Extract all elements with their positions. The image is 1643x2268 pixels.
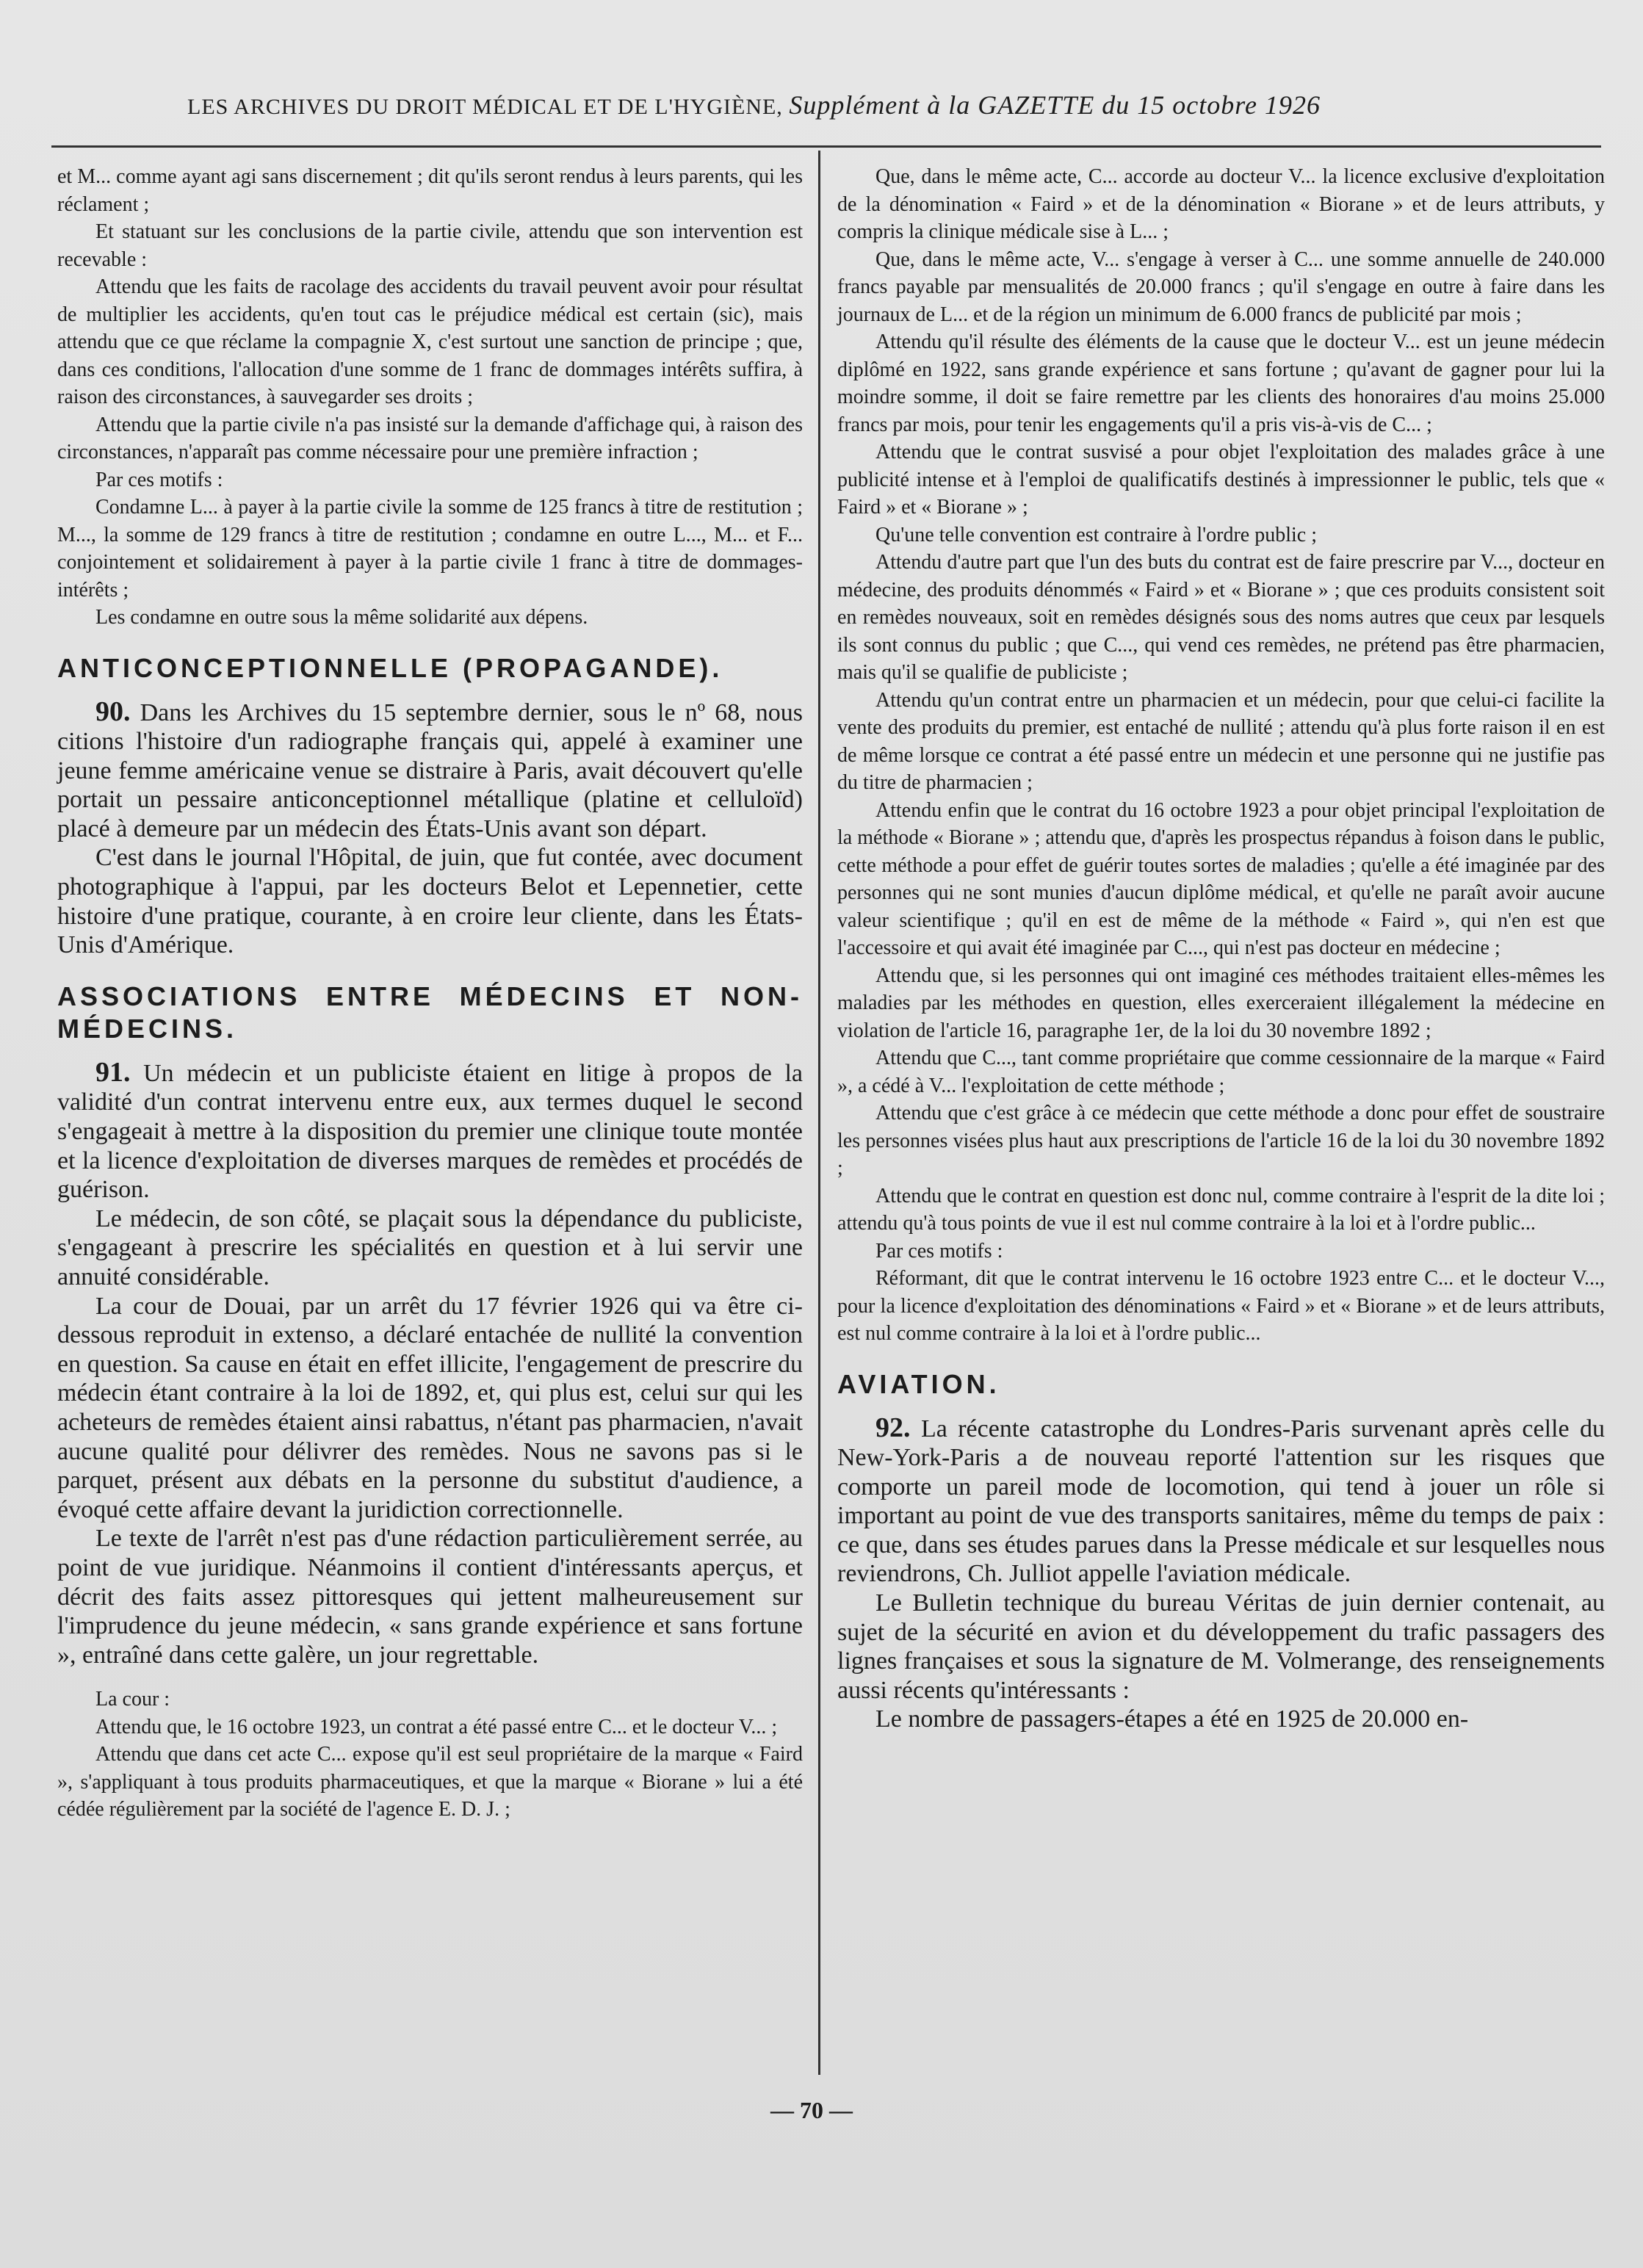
section-92-paragraph: Le Bulletin technique du bureau Véritas de juin dernier contenait, au sujet de la sécurité en avion et du développement du trafic passagers des lignes françaises et sous la signature de M. Volmerange, des renseignements aussi récents qu'intéressants : [837,1589,1605,1704]
court-paragraph: Attendu que, si les personnes qui ont imaginé ces méthodes traitaient elles-mêmes les maladies par les méthodes en question, elles exerceraient illégalement la médecine en violation de l'article 16, paragraphe 1er, de la loi du 30 novembre 1892 ; [837,964,1605,1042]
column-rule [818,151,820,2075]
court-paragraph: Attendu enfin que le contrat du 16 octobre 1923 a pour objet principal l'exploitation de la méthode « Biorane » ; attendu que, d'après les prospectus répandus à foison dans le public, cette méthode a pour effet de guérir toutes sortes de maladies ; qu'elle a été imaginée par des personnes qui ne sont munies d'aucun diplôme médical, et qu'elle ne paraît avoir aucune valeur scientifique ; qu'il en est de même de la méthode « Faird », qui n'en est que l'accessoire et qui avait été imaginée par C..., qui n'est pas docteur en médecine ; [837,798,1605,959]
court-paragraph: Attendu qu'il résulte des éléments de la cause que le docteur V... est un jeune médecin diplômé en 1922, sans grande expérience et sans fortune ; qu'avant de gagner pour lui la moindre somme, il doit se faire remettre par les clients des honoraires d'au moins 25.000 francs par mois, pour tenir les engagements qu'il a pris vis-à-vis de C... ; [837,331,1605,436]
article-number-90: 90. [95,696,131,727]
court-paragraph: Attendu que le contrat en question est donc nul, comme contraire à l'esprit de la dite loi ; attendu qu'à tous points de vue il est nul comme contraire à la loi et à l'ordre public... [837,1184,1605,1235]
section-91-text: Un médecin et un publiciste étaient en litige à propos de la validité d'un contrat intervenu entre eux, aux termes duquel le second s'engageait à mettre à la disposition du premier une clinique toute montée et la licence d'exploitation de diverses marques de remèdes et procédés de guérison. [57,1059,804,1204]
supplement-line: Supplément à la GAZETTE du 15 octobre 1926 [789,90,1321,120]
article-number-91: 91. [95,1056,131,1088]
intro-paragraph: et M... comme ayant agi sans discernement ; dit qu'ils seront rendus à leurs parents, qui les réclament ; [57,165,803,216]
intro-paragraph: Les condamne en outre sous la même solidarité aux dépens. [95,606,588,629]
section-91-body [57,1058,803,1669]
section-91-paragraph: Le texte de l'arrêt n'est pas d'une rédaction particulièrement serrée, au point de vue juridique. Néanmoins il contient d'intéressants aperçus, et décrit des faits assez pittoresques qui jettent malheureusement sur l'imprudence du jeune médecin, « sans grande expérience et sans fortune », entraîné dans cette galère, un jour regrettable. [57,1525,803,1669]
section-91-paragraph: Le médecin, de son côté, se plaçait sous la dépendance du publiciste, s'engageant à prescrire les spécialités en question et à lui servir une annuité considérable. [57,1205,803,1290]
intro-paragraph: Attendu que la partie civile n'a pas insisté sur la demande d'affichage qui, à raison des circonstances, n'apparaît pas comme nécessaire pour une première infraction ; [57,413,803,463]
section-title-92: AVIATION. [837,1368,1000,1399]
court-paragraph: Que, dans le même acte, C... accorde au docteur V... la licence exclusive d'exploitation de la dénomination « Faird » et de la dénomination « Biorane » et de leurs attributs, y compris la clinique médicale sise à L... ; [837,165,1605,243]
court-paragraph: Attendu que le contrat susvisé a pour objet l'exploitation des malades grâce à une publicité intense et à l'emploi de qualificatifs destinés à impressionner le public, tels que « Faird » et « Biorane » ; [837,441,1605,519]
intro-paragraph: Par ces motifs : [95,468,223,491]
court-paragraph: Qu'une telle convention est contraire à l'ordre public ; [875,523,1317,546]
court-paragraph: Que, dans le même acte, V... s'engage à verser à C... une somme annuelle de 240.000 francs payable par mensualités de 20.000 francs ; qu'il s'engage en outre à faire dans les journaux de L... et de la région un minimum de 6.000 francs de publicité par mois ; [837,248,1605,326]
court-paragraph: Attendu que C..., tant comme propriétaire que comme cessionnaire de la marque « Faird », a cédé à V... l'exploitation de cette méthode ; [837,1047,1605,1097]
section-90-body [57,698,803,960]
article-number-92: 92. [875,1412,911,1443]
page-number: — 70 — [770,2097,853,2123]
section-92-paragraph: Le nombre de passagers-étapes a été en 1925 de 20.000 en- [875,1705,1469,1733]
court-paragraph: Réformant, dit que le contrat intervenu le 16 octobre 1923 entre C... et le docteur V..., pour la licence d'exploitation des dénominations « Faird » et « Biorane » et de leurs attributs, est nul comme contraire à la loi et à l'ordre public... [837,1267,1605,1345]
intro-paragraph: Et statuant sur les conclusions de la partie civile, attendu que son intervention est recevable : [57,220,803,271]
section-92-text: La récente catastrophe du Londres-Paris survenant après celle du New-York-Paris a de nouveau reporté l'attention sur les risques que comporte un pareil mode de locomotion, qui tend à jouer un rôle si important au point de vue des transports sanitaires, même du temps de paix : ce que, dans ses études parues dans la Presse médicale et sur lesquelles nous reviendrons, Ch. Julliot appelle l'aviation médicale. [837,1415,1606,1588]
running-head-title: LES ARCHIVES DU DROIT MÉDICAL ET DE L'HYGIÈNE, [187,95,783,119]
section-90-paragraph: C'est dans le journal l'Hôpital, de juin, que fut contée, avec document photographique à l'appui, par les docteurs Belot et Lepennetier, cette histoire d'une pratique, courante, à en croire leur cliente, dans les États-Unis d'Amérique. [57,844,803,959]
running-head [187,90,1495,120]
court-paragraph: Attendu que dans cet acte C... expose qu'il est seul propriétaire de la marque « Faird », s'appliquant à tous produits pharmaceutiques, et que la marque « Biorane » lui a été cédée régulièrement par la société de l'agence E. D. J. ; [57,1743,803,1821]
court-paragraph: La cour : [95,1688,170,1711]
court-paragraph: Attendu que, le 16 octobre 1923, un contrat a été passé entre C... et le docteur V... ; [95,1715,778,1738]
section-title-90: ANTICONCEPTIONNELLE (PROPAGANDE). [57,652,723,683]
left-column [57,163,803,1824]
intro-paragraph: Attendu que les faits de racolage des accidents du travail peuvent avoir pour résultat de multiplier les accidents, qu'en tout cas le préjudice médical est certain (sic), mais attendu que ce que réclame la compagnie X, c'est surtout une sanction de principe ; que, dans ces conditions, l'allocation d'une somme de 1 franc de dommages intérêts suffira, à raison des circonstances, à sauvegarder ses droits ; [57,275,803,408]
court-paragraph: Par ces motifs : [875,1239,1003,1263]
court-paragraph: Attendu d'autre part que l'un des buts du contrat est de faire prescrire par V..., docteur en médecine, des produits dénommés « Faird » et « Biorane » ; que ces produits consistent soit en remèdes nouveaux, soit en remèdes désignés sous des noms autres que ceux par lesquels ils sont connus du public ; que C..., qui vend ces remèdes, ne prétend pas être pharmacien, mais qu'il se qualifie de publiciste ; [837,551,1605,684]
section-90-text: Dans les Archives du 15 septembre dernier, sous le nº 68, nous citions l'histoire d'un radiographe français qui, appelé à examiner une jeune femme américaine venue se distraire à Paris, avait découvert qu'elle portait un pessaire anticonceptionnel métallique (platine et celluloïd) placé à demeure par un médecin des États-Unis avant son départ. [57,698,803,842]
court-paragraph: Attendu que c'est grâce à ce médecin que cette méthode a donc pour effet de soustraire les personnes visées plus haut aux prescriptions de l'article 16 de la loi du 30 novembre 1892 ; [837,1102,1605,1180]
section-title-91: ASSOCIATIONS ENTRE MÉDECINS ET NON-MÉDECINS. [57,980,803,1044]
court-paragraph: Attendu qu'un contrat entre un pharmacien et un médecin, pour que celui-ci facilite la vente des produits du premier, est entaché de nullité ; attendu qu'à plus forte raison il en est de même lorsque ce contrat a été passé entre un médecin et une personne qui ne justifie pas du titre de pharmacien ; [837,688,1605,794]
section-90-paragraph [57,698,803,844]
right-column [837,163,1605,1734]
intro-paragraph: Condamne L... à payer à la partie civile la somme de 125 francs à titre de restitution ; M..., la somme de 129 francs à titre de restitution ; condamne en outre L..., M... et F... conjointement et solidairement à payer à la partie civile 1 franc à titre de dommages-intérêts ; [57,496,803,602]
section-91-paragraph: La cour de Douai, par un arrêt du 17 février 1926 qui va être ci-dessous reproduit in extenso, a déclaré entachée de nullité la convention en question. Sa cause en était en effet illicite, l'engagement de prescrire du médecin étant contraire à la loi de 1892, et, qui plus est, celui sur qui les acheteurs de remèdes étaient ainsi rabattus, n'étant pas pharmacien, n'avait aucune qualité pour délivrer des remèdes. Nous ne savons pas si le parquet, présent aux débats en la personne du substitut d'audience, a évoqué cette affaire devant la juridiction correctionnelle. [57,1292,803,1523]
section-91-paragraph [57,1058,803,1205]
section-92-paragraph [837,1414,1605,1589]
section-92-body [837,1414,1605,1735]
header-rule [51,145,1601,148]
